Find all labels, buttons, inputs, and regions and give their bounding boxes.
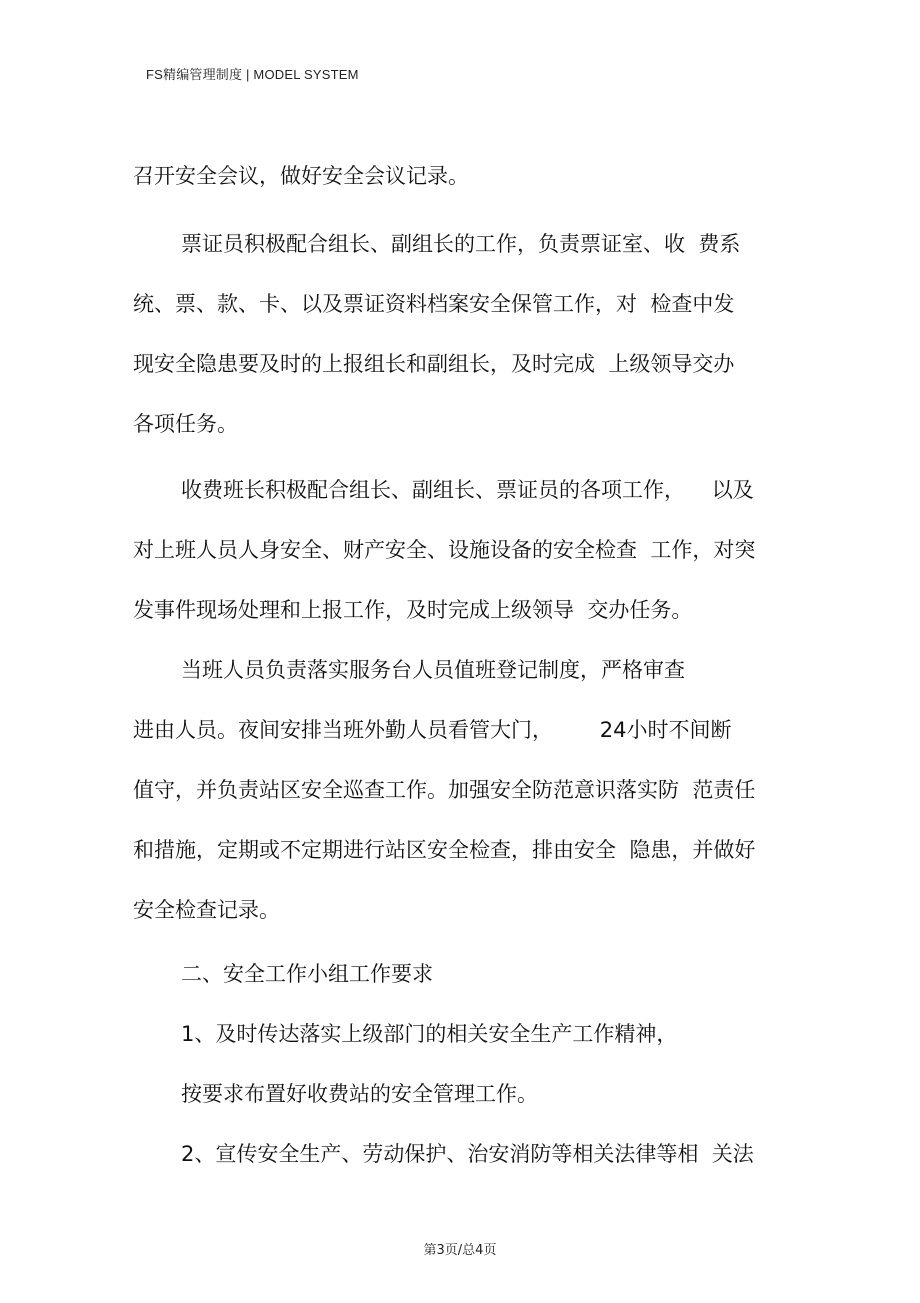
body-line: 发事件现场处理和上报工作，及时完成上级领导 交办任务。 [133,598,693,622]
body-line: 现安全隐患要及时的上报组长和副组长，及时完成 上级领导交办 [133,352,735,376]
page-header: FS精编管理制度 | MODEL SYSTEM [146,67,359,82]
body-line: 召开安全会议，做好安全会议记录。 [133,164,469,188]
body-line: 收费班长积极配合组长、副组长、票证员的各项工作， 以及 [181,478,754,502]
body-line: 和措施，定期或不定期进行站区安全检查，排由安全 隐患，并做好 [133,838,756,862]
body-line: 安全检查记录。 [133,898,280,922]
body-line: 统、票、款、卡、以及票证资料档案安全保管工作，对 检查中发 [133,292,735,316]
body-line: 当班人员负责落实服务台人员值班登记制度，严格审查 [181,658,685,682]
body-line: 各项任务。 [133,412,238,436]
body-line: 对上班人员人身安全、财产安全、设施设备的安全检查 工作，对突 [133,538,756,562]
body-line: 进由人员。夜间安排当班外勤人员看管大门， 24小时不间断 [133,718,732,742]
list-item: 1、及时传达落实上级部门的相关安全生产工作精神， [181,1022,678,1046]
section-heading: 二、安全工作小组工作要求 [181,962,433,986]
body-line: 值守，并负责站区安全巡查工作。加强安全防范意识落实防 范责任 [133,778,756,802]
body-line: 票证员积极配合组长、副组长的工作，负责票证室、收 费系 [181,232,741,256]
list-item: 2、宣传安全生产、劳动保护、治安消防等相关法律等相 关法 [181,1142,754,1166]
page-number: 第3页/总4页 [423,1243,497,1258]
body-line: 按要求布置好收费站的安全管理工作。 [181,1082,538,1106]
